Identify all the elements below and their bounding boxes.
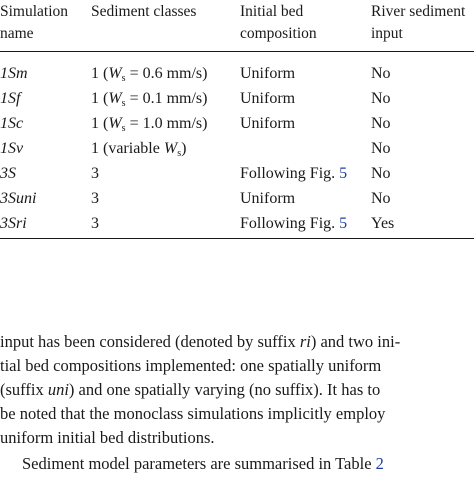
table-row <box>0 161 474 186</box>
cell-river-sediment-input: No <box>371 165 391 182</box>
cell-river-sediment-input: No <box>371 190 391 207</box>
paragraph-line: be noted that the monoclass simulations implicitly employ <box>0 404 386 423</box>
cell-simulation-name: 1Sf <box>0 90 21 107</box>
paragraph-line: input has been considered (denoted by suffix ri) and two ini- <box>0 332 401 351</box>
cell-sediment-classes: 1 (variable $W_s$) <box>91 140 187 159</box>
cell-river-sediment-input: No <box>371 140 391 157</box>
header-simulation-name: Simulation name <box>0 3 69 42</box>
cell-sediment-classes: 1 ($W_s = 0.6$ mm/s) <box>91 65 208 84</box>
cell-simulation-name: 3Sri <box>0 215 27 232</box>
table-row <box>0 111 474 136</box>
paragraph-line: uniform initial bed distributions. <box>0 428 215 447</box>
cell-initial-bed-composition: Following Fig. 5 <box>240 165 348 182</box>
header-river-sediment-input: River sediment input <box>371 3 466 42</box>
cell-initial-bed-composition: Following Fig. 5 <box>240 215 348 232</box>
cell-initial-bed-composition: Uniform <box>240 115 296 132</box>
cell-sediment-classes: 3 <box>91 215 99 232</box>
header-sediment-classes: Sediment classes <box>91 3 197 20</box>
table-header <box>0 0 474 50</box>
figure-5-link[interactable]: 5 <box>339 165 348 182</box>
table-row <box>0 186 474 211</box>
figure-5-link[interactable]: 5 <box>339 215 348 232</box>
cell-initial-bed-composition: Uniform <box>240 65 296 82</box>
cell-river-sediment-input: No <box>371 90 391 107</box>
cell-sediment-classes: 1 ($W_s = 1.0$ mm/s) <box>91 115 208 134</box>
table-row <box>0 211 474 236</box>
bottom-rule <box>0 238 474 239</box>
cell-simulation-name: 3S <box>0 165 16 182</box>
paragraph-line: Sediment model parameters are summarised in Table 2 <box>22 454 384 473</box>
table-row <box>0 61 474 86</box>
cell-simulation-name: 1Sv <box>0 140 24 157</box>
cell-simulation-name: 1Sm <box>0 65 28 82</box>
cell-initial-bed-composition: Uniform <box>240 190 296 207</box>
table-row <box>0 136 474 161</box>
table-2-link[interactable]: 2 <box>375 454 384 473</box>
cell-sediment-classes: 1 ($W_s = 0.1$ mm/s) <box>91 90 208 109</box>
header-rule <box>0 51 474 52</box>
cell-initial-bed-composition: Uniform <box>240 90 296 107</box>
cell-simulation-name: 3Suni <box>0 190 37 207</box>
paragraph-line: (suffix uni) and one spatially varying (no suffix). It has to <box>0 380 381 399</box>
cell-sediment-classes: 3 <box>91 190 99 207</box>
cell-river-sediment-input: Yes <box>371 215 395 232</box>
cell-river-sediment-input: No <box>371 115 391 132</box>
cell-sediment-classes: 3 <box>91 165 99 182</box>
table-row <box>0 86 474 111</box>
cell-simulation-name: 1Sc <box>0 115 24 132</box>
header-initial-bed-composition: Initial bed composition <box>240 3 317 42</box>
paragraph-line: tial bed compositions implemented: one spatially uniform <box>0 356 382 375</box>
cell-river-sediment-input: No <box>371 65 391 82</box>
